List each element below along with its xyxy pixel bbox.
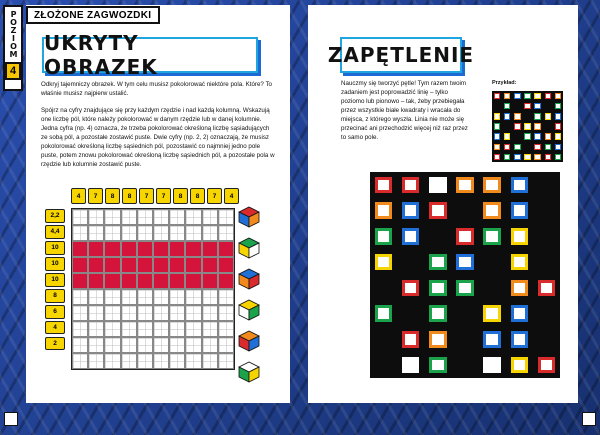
white-square-cell[interactable] — [522, 91, 532, 101]
white-square-cell[interactable] — [506, 172, 533, 198]
level-tab-text: POZIOM — [9, 10, 18, 58]
row-clue: 4 — [45, 321, 65, 335]
white-square-cell[interactable] — [522, 152, 532, 162]
white-square-cell[interactable] — [502, 101, 512, 111]
nonogram-cell[interactable] — [137, 241, 153, 257]
rubik-cube-icon — [238, 237, 260, 259]
nonogram-cell[interactable] — [137, 321, 153, 337]
nonogram-cell[interactable] — [185, 353, 201, 369]
nonogram-cell[interactable] — [218, 289, 234, 305]
white-square-cell[interactable] — [492, 111, 502, 121]
white-square-cell[interactable] — [424, 172, 451, 198]
nonogram-cell[interactable] — [185, 321, 201, 337]
white-square-cell[interactable] — [479, 224, 506, 250]
nonogram-cell[interactable] — [185, 241, 201, 257]
white-square-cell[interactable] — [506, 224, 533, 250]
black-cell — [512, 132, 522, 142]
nonogram-cell[interactable] — [218, 353, 234, 369]
nonogram-cell[interactable] — [185, 209, 201, 225]
loop-puzzle-grid[interactable] — [370, 172, 560, 378]
black-cell — [451, 301, 478, 327]
nonogram-cell[interactable] — [185, 257, 201, 273]
white-square-cell[interactable] — [424, 352, 451, 378]
white-square-cell[interactable] — [451, 275, 478, 301]
column-clue: 7 — [207, 188, 222, 204]
nonogram-cell[interactable] — [153, 321, 169, 337]
level-tab — [3, 5, 23, 91]
white-square-cell[interactable] — [502, 111, 512, 121]
nonogram-cell[interactable] — [104, 241, 120, 257]
right-corner-icon — [582, 412, 596, 426]
white-square-cell[interactable] — [479, 301, 506, 327]
white-square-cell[interactable] — [512, 91, 522, 101]
nonogram-cell[interactable] — [72, 305, 88, 321]
level-badge: 4 — [5, 62, 21, 80]
white-square-cell[interactable] — [533, 121, 543, 131]
column-clue: 8 — [173, 188, 188, 204]
nonogram-cell[interactable] — [88, 305, 104, 321]
rubik-cube-icon — [238, 299, 260, 321]
white-square-cell[interactable] — [533, 152, 543, 162]
column-clues — [71, 188, 239, 204]
black-cell — [479, 275, 506, 301]
white-square-cell[interactable] — [543, 111, 553, 121]
nonogram-cell[interactable] — [72, 241, 88, 257]
row-clue: 10 — [45, 257, 65, 271]
nonogram-cell[interactable] — [121, 305, 137, 321]
white-square-cell[interactable] — [522, 101, 532, 111]
nonogram-cell[interactable] — [169, 209, 185, 225]
nonogram-cell[interactable] — [88, 337, 104, 353]
black-cell — [397, 249, 424, 275]
white-square-cell[interactable] — [553, 142, 563, 152]
white-square-cell[interactable] — [492, 132, 502, 142]
white-square-cell[interactable] — [533, 352, 560, 378]
black-cell — [492, 101, 502, 111]
nonogram-cell[interactable] — [153, 337, 169, 353]
nonogram-cell[interactable] — [153, 353, 169, 369]
nonogram-cell[interactable] — [121, 273, 137, 289]
nonogram-cell[interactable] — [202, 225, 218, 241]
example-loop-grid — [492, 91, 563, 162]
white-square-cell[interactable] — [492, 142, 502, 152]
nonogram-cell[interactable] — [153, 225, 169, 241]
black-cell — [522, 111, 532, 121]
black-cell — [533, 249, 560, 275]
row-clue: 10 — [45, 273, 65, 287]
black-cell — [533, 224, 560, 250]
black-cell — [533, 198, 560, 224]
black-cell — [451, 352, 478, 378]
row-clue: 2,2 — [45, 209, 65, 223]
nonogram-cell[interactable] — [169, 241, 185, 257]
white-square-cell[interactable] — [543, 132, 553, 142]
white-square-cell[interactable] — [370, 172, 397, 198]
nonogram-cell[interactable] — [137, 305, 153, 321]
nonogram-title: UKRYTY OBRAZEK — [42, 37, 258, 73]
white-square-cell[interactable] — [370, 198, 397, 224]
black-cell — [522, 142, 532, 152]
column-clue: 8 — [105, 188, 120, 204]
white-square-cell[interactable] — [553, 152, 563, 162]
white-square-cell[interactable] — [492, 121, 502, 131]
row-clue: 4,4 — [45, 225, 65, 239]
white-square-cell[interactable] — [553, 132, 563, 142]
white-square-cell[interactable] — [506, 198, 533, 224]
white-square-cell[interactable] — [512, 121, 522, 131]
nonogram-cell[interactable] — [72, 321, 88, 337]
nonogram-cell[interactable] — [88, 289, 104, 305]
white-square-cell[interactable] — [553, 121, 563, 131]
nonogram-cell[interactable] — [218, 209, 234, 225]
loop-instructions — [341, 80, 473, 151]
white-square-cell[interactable] — [451, 224, 478, 250]
white-square-cell[interactable] — [533, 275, 560, 301]
loop-rules: Nauczmy się tworzyć pętle! Tym razem twoim zadaniem jest poprowadzić linię – tylko poziomo lub pionowo – tak, żeby przebiegała przez wszystkie białe kwadraty i wracała do miejsca, z którego wyszła. Linia nie może się przecinać ani przechodzić więcej niż raz przez to samo pole. — [341, 80, 468, 141]
nonogram-cell[interactable] — [72, 337, 88, 353]
nonogram-cell[interactable] — [202, 257, 218, 273]
white-square-cell[interactable] — [512, 152, 522, 162]
black-cell — [533, 172, 560, 198]
white-square-cell[interactable] — [553, 111, 563, 121]
column-clue: 8 — [190, 188, 205, 204]
white-square-cell[interactable] — [397, 352, 424, 378]
white-square-cell[interactable] — [522, 132, 532, 142]
nonogram-cell[interactable] — [153, 209, 169, 225]
nonogram-cell[interactable] — [104, 273, 120, 289]
nonogram-cell[interactable] — [72, 257, 88, 273]
nonogram-cell[interactable] — [104, 257, 120, 273]
loop-title: ZAPĘTLENIE — [340, 37, 462, 73]
nonogram-cell[interactable] — [202, 241, 218, 257]
nonogram-rules: Spójrz na cyfry znajdujące się przy każdym rzędzie i nad każdą kolumną. Wskazują one liczbę pól, które należy pokolorować w danym rzędzie lub w danej kolumnie. Jedna cyfra (np. 4) oznacza, że trzeba pokolorować określoną liczbę sąsiadujących ze sobą pól, a pozostałe zostawić puste. Dwie cyfry (np. 2, 2) oznaczają, że musisz pokolorować określoną liczbę sąsiednich pól, pozostawić co najmniej jedno pole puste, potem znowu pokolorować określoną liczbę sąsiednich pól, a pozostałe pola w rzędzie lub kolumnie zostawić puste. — [41, 106, 275, 168]
black-cell — [512, 101, 522, 111]
nonogram-cell[interactable] — [88, 321, 104, 337]
nonogram-cell[interactable] — [121, 257, 137, 273]
nonogram-cell[interactable] — [169, 321, 185, 337]
cube-decorations — [238, 206, 260, 383]
nonogram-cell[interactable] — [218, 241, 234, 257]
black-cell — [370, 352, 397, 378]
nonogram-cell[interactable] — [169, 305, 185, 321]
white-square-cell[interactable] — [543, 91, 553, 101]
white-square-cell[interactable] — [424, 301, 451, 327]
white-square-cell[interactable] — [424, 327, 451, 353]
nonogram-cell[interactable] — [169, 273, 185, 289]
white-square-cell[interactable] — [506, 352, 533, 378]
nonogram-cell[interactable] — [153, 257, 169, 273]
nonogram-cell[interactable] — [169, 289, 185, 305]
white-square-cell[interactable] — [397, 172, 424, 198]
nonogram-cell[interactable] — [202, 209, 218, 225]
white-square-cell[interactable] — [533, 142, 543, 152]
column-clue: 7 — [88, 188, 103, 204]
white-square-cell[interactable] — [502, 91, 512, 101]
white-square-cell[interactable] — [506, 301, 533, 327]
white-square-cell[interactable] — [543, 142, 553, 152]
example-label: Przykład: — [492, 80, 517, 86]
white-square-cell[interactable] — [451, 172, 478, 198]
nonogram-cell[interactable] — [218, 337, 234, 353]
nonogram-cell[interactable] — [169, 257, 185, 273]
black-cell — [451, 327, 478, 353]
nonogram-cell[interactable] — [169, 337, 185, 353]
white-square-cell[interactable] — [543, 152, 553, 162]
nonogram-cell[interactable] — [137, 225, 153, 241]
column-clue: 7 — [156, 188, 171, 204]
white-square-cell[interactable] — [424, 249, 451, 275]
column-clue: 4 — [71, 188, 86, 204]
nonogram-cell[interactable] — [72, 353, 88, 369]
nonogram-grid[interactable] — [71, 208, 235, 370]
nonogram-cell[interactable] — [153, 305, 169, 321]
nonogram-cell[interactable] — [121, 209, 137, 225]
white-square-cell[interactable] — [533, 111, 543, 121]
nonogram-cell[interactable] — [104, 209, 120, 225]
nonogram-cell[interactable] — [104, 353, 120, 369]
column-clue: 8 — [122, 188, 137, 204]
black-cell — [533, 301, 560, 327]
white-square-cell[interactable] — [370, 224, 397, 250]
white-square-cell[interactable] — [492, 152, 502, 162]
white-square-cell[interactable] — [506, 327, 533, 353]
nonogram-cell[interactable] — [121, 225, 137, 241]
white-square-cell[interactable] — [502, 142, 512, 152]
nonogram-cell[interactable] — [169, 225, 185, 241]
nonogram-cell[interactable] — [121, 321, 137, 337]
white-square-cell[interactable] — [502, 132, 512, 142]
nonogram-cell[interactable] — [185, 273, 201, 289]
nonogram-cell[interactable] — [121, 241, 137, 257]
white-square-cell[interactable] — [533, 132, 543, 142]
white-square-cell[interactable] — [424, 198, 451, 224]
nonogram-cell[interactable] — [202, 273, 218, 289]
nonogram-cell[interactable] — [218, 321, 234, 337]
white-square-cell[interactable] — [479, 172, 506, 198]
nonogram-cell[interactable] — [153, 273, 169, 289]
nonogram-instructions — [41, 81, 276, 178]
rubik-cube-icon — [238, 361, 260, 383]
row-clue: 2 — [45, 337, 65, 351]
white-square-cell[interactable] — [370, 301, 397, 327]
nonogram-cell[interactable] — [88, 273, 104, 289]
nonogram-cell[interactable] — [104, 321, 120, 337]
white-square-cell[interactable] — [479, 327, 506, 353]
nonogram-cell[interactable] — [72, 209, 88, 225]
nonogram-cell[interactable] — [137, 289, 153, 305]
nonogram-cell[interactable] — [121, 337, 137, 353]
rubik-cube-icon — [238, 330, 260, 352]
nonogram-cell[interactable] — [104, 337, 120, 353]
nonogram-cell[interactable] — [88, 225, 104, 241]
nonogram-cell[interactable] — [185, 305, 201, 321]
nonogram-cell[interactable] — [88, 241, 104, 257]
nonogram-cell[interactable] — [137, 209, 153, 225]
left-corner-icon — [4, 412, 18, 426]
nonogram-cell[interactable] — [137, 257, 153, 273]
nonogram-cell[interactable] — [218, 257, 234, 273]
nonogram-cell[interactable] — [104, 225, 120, 241]
rubik-cube-icon — [238, 206, 260, 228]
nonogram-intro: Odkryj tajemniczy obrazek. W tym celu musisz pokolorować niektóre pola. Które? To właśnie musisz najpierw ustalić. — [41, 81, 272, 97]
nonogram-cell[interactable] — [72, 273, 88, 289]
nonogram-cell[interactable] — [202, 305, 218, 321]
nonogram-cell[interactable] — [88, 353, 104, 369]
white-square-cell[interactable] — [522, 121, 532, 131]
white-square-cell[interactable] — [506, 249, 533, 275]
nonogram-cell[interactable] — [153, 241, 169, 257]
white-square-cell[interactable] — [502, 152, 512, 162]
black-cell — [479, 249, 506, 275]
black-cell — [543, 121, 553, 131]
black-cell — [543, 101, 553, 111]
white-square-cell[interactable] — [533, 101, 543, 111]
nonogram-cell[interactable] — [104, 289, 120, 305]
white-square-cell[interactable] — [512, 142, 522, 152]
white-square-cell[interactable] — [512, 111, 522, 121]
nonogram-cell[interactable] — [88, 209, 104, 225]
row-clue: 8 — [45, 289, 65, 303]
white-square-cell[interactable] — [397, 275, 424, 301]
white-square-cell[interactable] — [397, 224, 424, 250]
white-square-cell[interactable] — [479, 352, 506, 378]
white-square-cell[interactable] — [397, 327, 424, 353]
nonogram-cell[interactable] — [185, 337, 201, 353]
nonogram-cell[interactable] — [153, 289, 169, 305]
nonogram-cell[interactable] — [121, 353, 137, 369]
white-square-cell[interactable] — [451, 249, 478, 275]
black-cell — [502, 121, 512, 131]
nonogram-cell[interactable] — [185, 225, 201, 241]
nonogram-cell[interactable] — [137, 337, 153, 353]
nonogram-cell[interactable] — [169, 353, 185, 369]
white-square-cell[interactable] — [506, 275, 533, 301]
white-square-cell[interactable] — [553, 91, 563, 101]
nonogram-cell[interactable] — [72, 289, 88, 305]
black-cell — [370, 275, 397, 301]
nonogram-cell[interactable] — [185, 289, 201, 305]
white-square-cell[interactable] — [492, 91, 502, 101]
white-square-cell[interactable] — [424, 275, 451, 301]
rubik-cube-icon — [238, 268, 260, 290]
row-clues — [45, 209, 65, 350]
white-square-cell[interactable] — [533, 91, 543, 101]
nonogram-cell[interactable] — [137, 273, 153, 289]
nonogram-cell[interactable] — [218, 225, 234, 241]
nonogram-cell[interactable] — [218, 305, 234, 321]
nonogram-cell[interactable] — [104, 305, 120, 321]
row-clue: 10 — [45, 241, 65, 255]
nonogram-cell[interactable] — [202, 337, 218, 353]
white-square-cell[interactable] — [370, 249, 397, 275]
black-cell — [451, 198, 478, 224]
nonogram-cell[interactable] — [121, 289, 137, 305]
nonogram-cell[interactable] — [137, 353, 153, 369]
nonogram-cell[interactable] — [88, 257, 104, 273]
black-cell — [397, 301, 424, 327]
white-square-cell[interactable] — [397, 198, 424, 224]
black-cell — [370, 327, 397, 353]
nonogram-cell[interactable] — [218, 273, 234, 289]
section-header: ZŁOŻONE ZAGWOZDKI — [26, 6, 160, 24]
column-clue: 4 — [224, 188, 239, 204]
black-cell — [533, 327, 560, 353]
nonogram-cell[interactable] — [202, 321, 218, 337]
black-cell — [424, 224, 451, 250]
white-square-cell[interactable] — [479, 198, 506, 224]
nonogram-cell[interactable] — [72, 225, 88, 241]
row-clue: 6 — [45, 305, 65, 319]
white-square-cell[interactable] — [553, 101, 563, 111]
nonogram-cell[interactable] — [202, 289, 218, 305]
column-clue: 7 — [139, 188, 154, 204]
nonogram-cell[interactable] — [202, 353, 218, 369]
